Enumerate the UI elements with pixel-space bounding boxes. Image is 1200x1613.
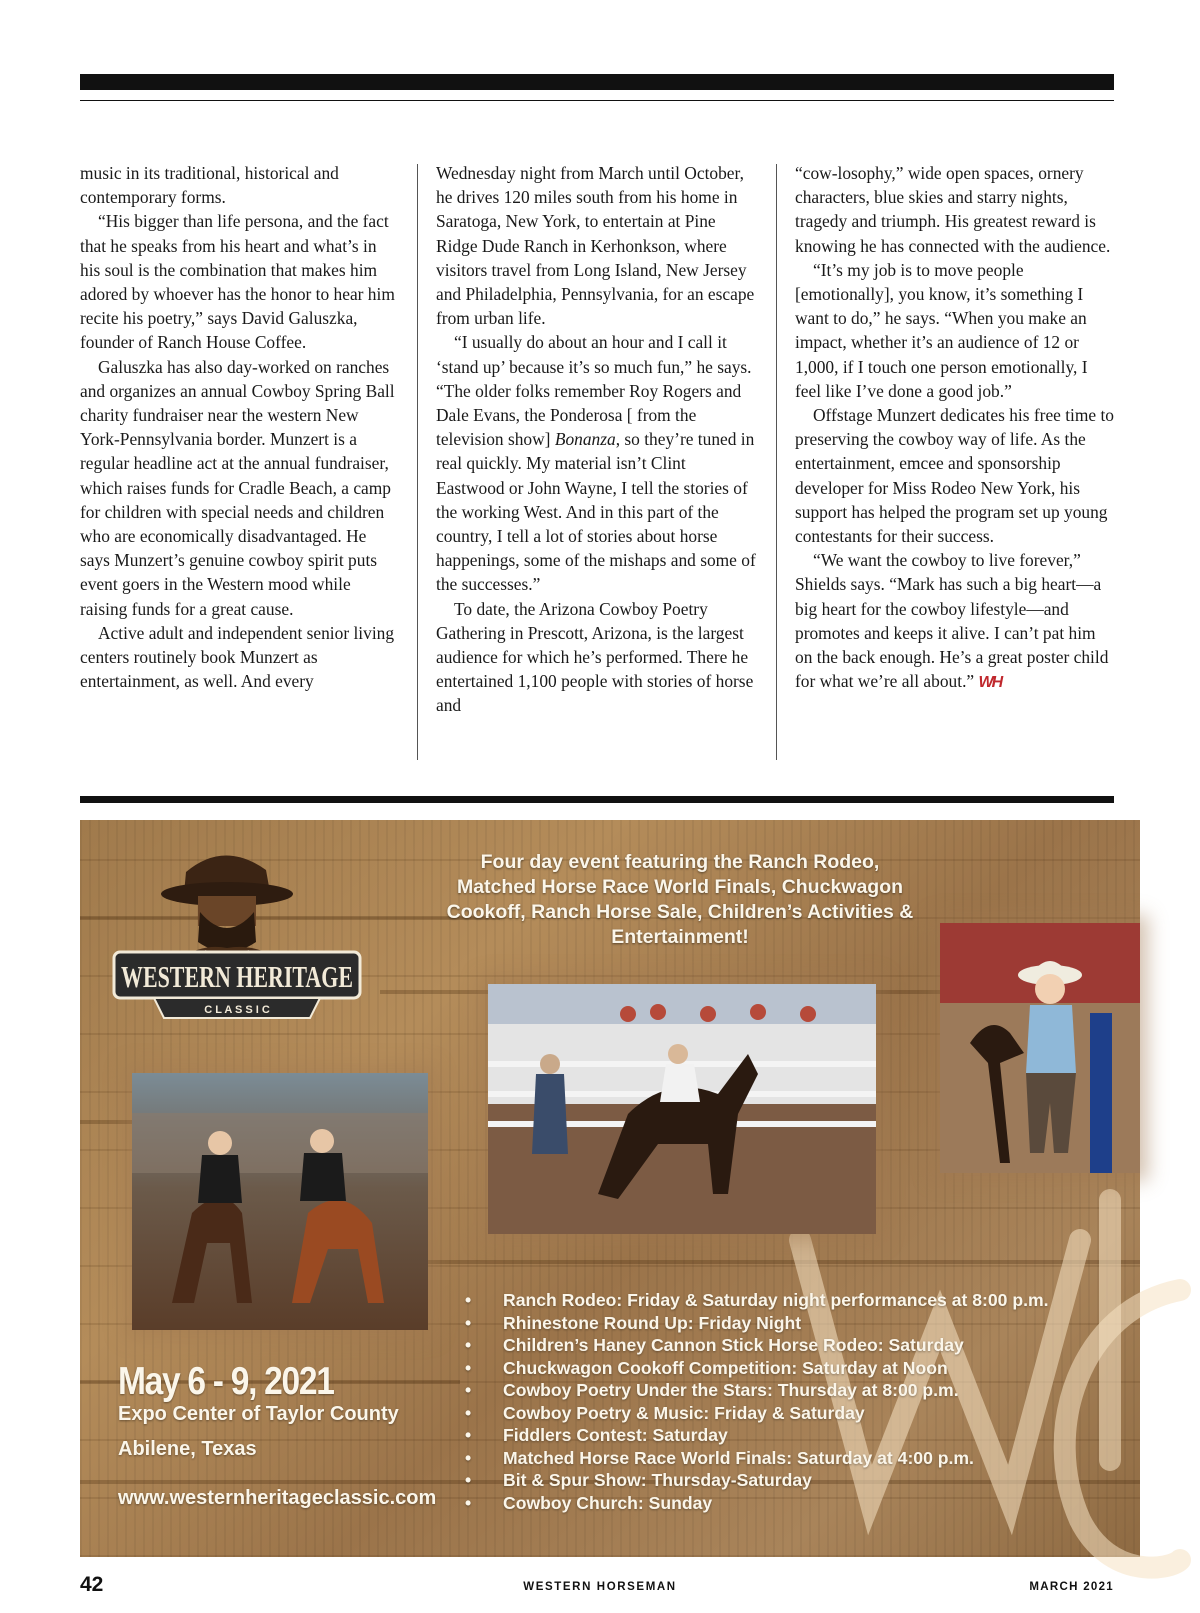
- show-title: Bonanza: [554, 429, 616, 450]
- event-date: May 6 - 9, 2021: [118, 1360, 334, 1403]
- event-city: Abilene, Texas: [118, 1438, 257, 1460]
- paragraph: “cow-losophy,” wide open spaces, ornery characters, blue skies and starry nights, tragedy and triumph. His greatest reward is knowing he has connected with the audience.: [795, 163, 1111, 256]
- header-rule-thin: [80, 100, 1114, 101]
- paragraph: Galuszka has also day-worked on ranches and organizes an annual Cowboy Spring Ball charity fundraiser near the western New York-Pennsylvania border. Munzert is a regular headline act at the annual fundraiser, which raises funds for Cradle Beach, a camp for children with special needs and children who are economically disadvantaged. He says Munzert’s genuine cowboy spirit puts event goers in the Western mood while raising funds for a great cause.: [80, 356, 395, 619]
- header-rule-thick: [80, 74, 1114, 90]
- wood-grain: [80, 1120, 140, 1124]
- column-divider: [417, 164, 418, 760]
- paragraph: “It’s my job is to move people [emotionally], you know, it’s something I want to do,” he says. “When you make an impact, whether it’s an audience of 12 or 1,000, if I touch one person emotionally, I feel like I’ve done a good job.”: [795, 259, 1088, 401]
- paragraph: music in its traditional, historical and contemporary forms.: [80, 163, 339, 208]
- paragraph: [795, 548, 1115, 695]
- paragraph: “His bigger than life persona, and the fact that he speaks from his heart and what’s in his soul is the combination that makes him adored by whoever has the honor to hear him recite his poetry,” says David Galuszka, founder of Ranch House Coffee.: [80, 211, 395, 353]
- list-item: • Ranch Rodeo: Friday & Saturday night performances at 8:00 p.m.: [465, 1290, 1049, 1310]
- article-column-2: [436, 161, 758, 718]
- list-item: • Fiddlers Contest: Saturday: [465, 1425, 728, 1445]
- bullet-icon: •: [465, 1357, 472, 1378]
- western-heritage-logo: [114, 832, 374, 1042]
- event-venue: Expo Center of Taylor County: [118, 1403, 399, 1425]
- bullet-icon: •: [465, 1492, 472, 1513]
- event-schedule-list: [465, 1289, 1049, 1514]
- quote-text: , so they’re tuned in real quickly. My material isn’t Clint Eastwood or John Wayne, I tell the stories of the working West. And in this part of the country, I tell a lot of stories about horse happenings, some of the mishaps and some of the successes.”: [436, 429, 756, 595]
- list-item: • Matched Horse Race World Finals: Saturday at 4:00 p.m.: [465, 1447, 974, 1468]
- publication-name: WESTERN HORSEMAN: [523, 1581, 677, 1593]
- bullet-icon: •: [465, 1380, 472, 1400]
- issue-date: MARCH 2021: [1029, 1581, 1114, 1593]
- event-advertisement: [80, 820, 1140, 1557]
- paragraph: To date, the Arizona Cowboy Poetry Gathering in Prescott, Arizona, is the largest audience for which he’s performed. There he entertained 1,100 people with stories of horse and: [436, 598, 754, 716]
- bullet-icon: •: [465, 1335, 472, 1355]
- bullet-icon: •: [465, 1402, 472, 1423]
- bullet-icon: •: [465, 1470, 472, 1490]
- list-item: • Bit & Spur Show: Thursday-Saturday: [465, 1470, 812, 1490]
- bullet-icon: •: [465, 1447, 472, 1468]
- quote-text: “We want the cowboy to live forever,” Shields says. “Mark has such a big heart—a big heart for the cowboy lifestyle—and promotes and keeps it alive. I can’t pat him on the back enough. He’s a great poster child for what we’re all about.”: [795, 550, 1109, 692]
- bullet-icon: •: [465, 1290, 472, 1310]
- list-item: • Children’s Haney Cannon Stick Horse Rodeo: Saturday: [465, 1335, 964, 1355]
- bronc-riding-photo: [488, 984, 876, 1234]
- bullet-icon: •: [465, 1425, 472, 1445]
- paragraph: Offstage Munzert dedicates his free time to preserving the cowboy way of life. As the entertainment, emcee and sponsorship developer for Miss Rodeo New York, his support has helped the program set up young contestants for their success.: [795, 405, 1115, 547]
- end-mark-icon: WH: [978, 674, 1002, 692]
- barrel-race-photo: [132, 1073, 428, 1330]
- paragraph: [436, 330, 758, 596]
- section-rule: [80, 796, 1114, 803]
- stick-horse-photo: [940, 923, 1140, 1173]
- list-item: • Cowboy Church: Sunday: [465, 1492, 713, 1513]
- quote-text: “I usually do about an hour and I call it ‘stand up’ because it’s so much fun,” he says. “The older folks remember Roy Rogers and Dale Evans, the Ponderosa [ from the television show]: [436, 332, 752, 450]
- ad-headline: Four day event featuring the Ranch Rodeo, Matched Horse Race World Finals, Chuckwagon Cookoff, Ranch Horse Sale, Children’s Activities & Entertainment!: [446, 851, 914, 948]
- list-item: • Chuckwagon Cookoff Competition: Saturday at Noon: [465, 1357, 948, 1378]
- page-number: 42: [80, 1573, 104, 1596]
- list-item: • Cowboy Poetry & Music: Friday & Saturday: [465, 1402, 865, 1423]
- paragraph: Wednesday night from March until October, he drives 120 miles south from his home in Saratoga, New York, to entertain at Pine Ridge Dude Ranch in Kerhonkson, where visitors travel from Long Island, New Jersey and Philadelphia, Pennsylvania, for an escape from urban life.: [436, 163, 755, 329]
- column-divider: [776, 164, 777, 760]
- article-column-3: [795, 161, 1115, 695]
- article-column-1: [80, 161, 398, 693]
- list-item: • Cowboy Poetry Under the Stars: Thursday at 8:00 p.m.: [465, 1380, 959, 1400]
- list-item: • Rhinestone Round Up: Friday Night: [465, 1312, 802, 1333]
- event-website-link[interactable]: www.westernheritageclassic.com: [118, 1487, 437, 1509]
- paragraph: Active adult and independent senior living centers routinely book Munzert as entertainment, as well. And every: [80, 622, 395, 692]
- logo-subtitle: C L A S S I C: [204, 1004, 270, 1016]
- bullet-icon: •: [465, 1312, 472, 1333]
- logo-title: WESTERN HERITAGE: [121, 959, 353, 994]
